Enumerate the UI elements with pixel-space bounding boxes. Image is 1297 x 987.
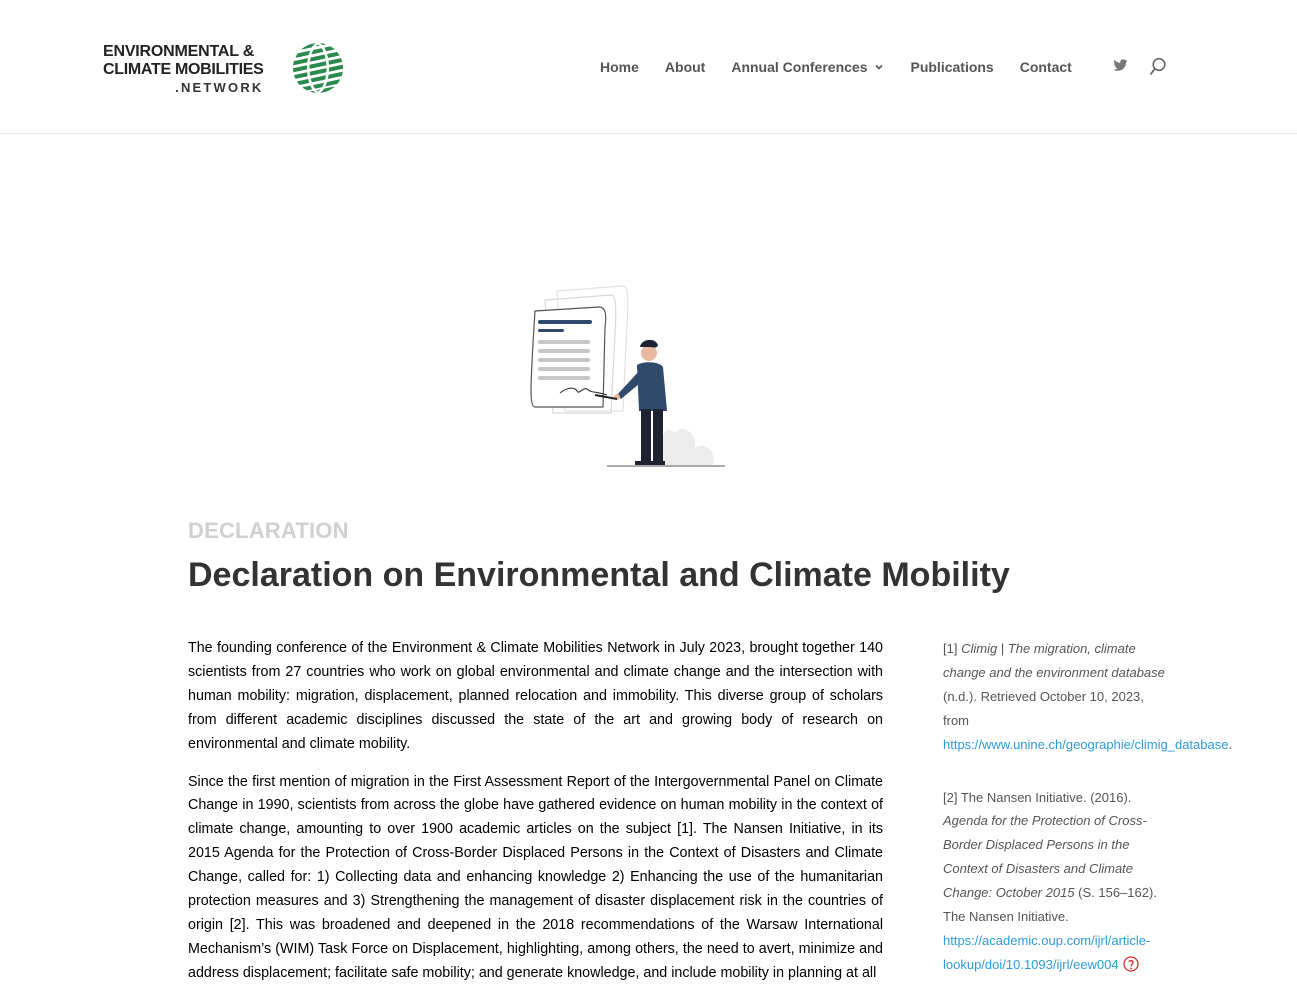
footnote-italic: Agenda for the Protection of Cross-Border Displaced Persons in the Context of Disasters and Climate Change: October 2015 (943, 813, 1147, 901)
main-nav (600, 57, 1098, 77)
chevron-down-icon (874, 62, 884, 72)
nav-home[interactable]: Home (600, 59, 639, 75)
site-header (0, 0, 1297, 134)
footnote-text: (S. 156–162). The Nansen Initiative. (943, 885, 1157, 925)
logo-line-3: .NETWORK (175, 80, 264, 95)
footnote-link[interactable]: https://academic.oup.com/ijrl/article-lookup/doi/10.1093/ijrl/eew004 (943, 932, 1151, 972)
logo-line-2: CLIMATE MOBILITIES (103, 61, 264, 78)
footnote-text: . (1228, 736, 1233, 752)
footnote-marker: [2] (943, 789, 958, 805)
nav-contact[interactable]: Contact (1019, 59, 1072, 75)
globe-logo-icon (291, 40, 345, 96)
footnotes-sidebar (943, 637, 1233, 987)
nav-annual-conferences-label: Annual Conferences (731, 59, 868, 75)
page-title: Declaration on Environmental and Climate Mobility (188, 556, 1010, 594)
logo-wordmark (103, 44, 264, 94)
nav-about[interactable]: About (664, 59, 706, 75)
paragraph: Since the first mention of migration in the First Assessment Report of the Intergovernmental Panel on Climate Change in 1990, scientists from across the globe have gathered evidence on human mobility in the context of climate change, amounting to over 1900 academic articles on the subject [1]. The Nansen Initiative, in its 2015 Agenda for the Protection of Cross-Border Displaced Persons in the Context of Disasters and Climate Change, called for: 1) Collecting data and enhancing knowledge 2) Enhancing the use of the humanitarian protection measures and 3) Strengthening the management of disaster displacement risk in the countries of origin [2]. This was broadened and deepened in the 2018 recommendations of the Warsaw International Mechanism’s (WIM) Task Force on Displacement, highlighting, among others, the need to avert, minimize and address displacement; facilitate safe mobility; and generate knowledge, and include mobility in planning at all (188, 773, 883, 981)
footnote-italic: The migration, climate change and the environment database (943, 641, 1165, 680)
footnote-link[interactable]: https://www.unine.ch/geographie/climig_database (943, 736, 1229, 752)
footnote-text: (n.d.). Retrieved October 10, 2023, from (943, 688, 1144, 728)
footnote-text: The Nansen Initiative. (2016). (957, 789, 1132, 805)
footnote-italic: Climig (961, 641, 998, 656)
section-eyebrow: DECLARATION (188, 518, 349, 543)
nav-publications[interactable]: Publications (910, 59, 994, 75)
search-icon[interactable] (1149, 57, 1167, 76)
footnote (943, 637, 1233, 757)
twitter-icon[interactable] (1113, 59, 1128, 72)
footnote-marker: [1] (943, 641, 958, 656)
footnote (943, 786, 1169, 977)
external-link-icon[interactable] (1123, 956, 1139, 972)
footnote-separator: | (997, 641, 1008, 656)
nav-annual-conferences[interactable] (731, 59, 884, 75)
main-content (188, 637, 883, 987)
paragraph: The founding conference of the Environment & Climate Mobilities Network in July 2023, brought together 140 scientists from 27 countries who work on global environmental and climate change and the intersection with human mobility: migration, displacement, planned relocation and immobility. This diverse group of scholars from different academic disciplines discussed the state of the art and growing body of research on environmental and climate mobility. (188, 640, 883, 752)
person-signing-document-illustration (525, 283, 730, 469)
site-logo[interactable] (103, 40, 348, 98)
logo-line-1: ENVIRONMENTAL & (103, 43, 255, 60)
